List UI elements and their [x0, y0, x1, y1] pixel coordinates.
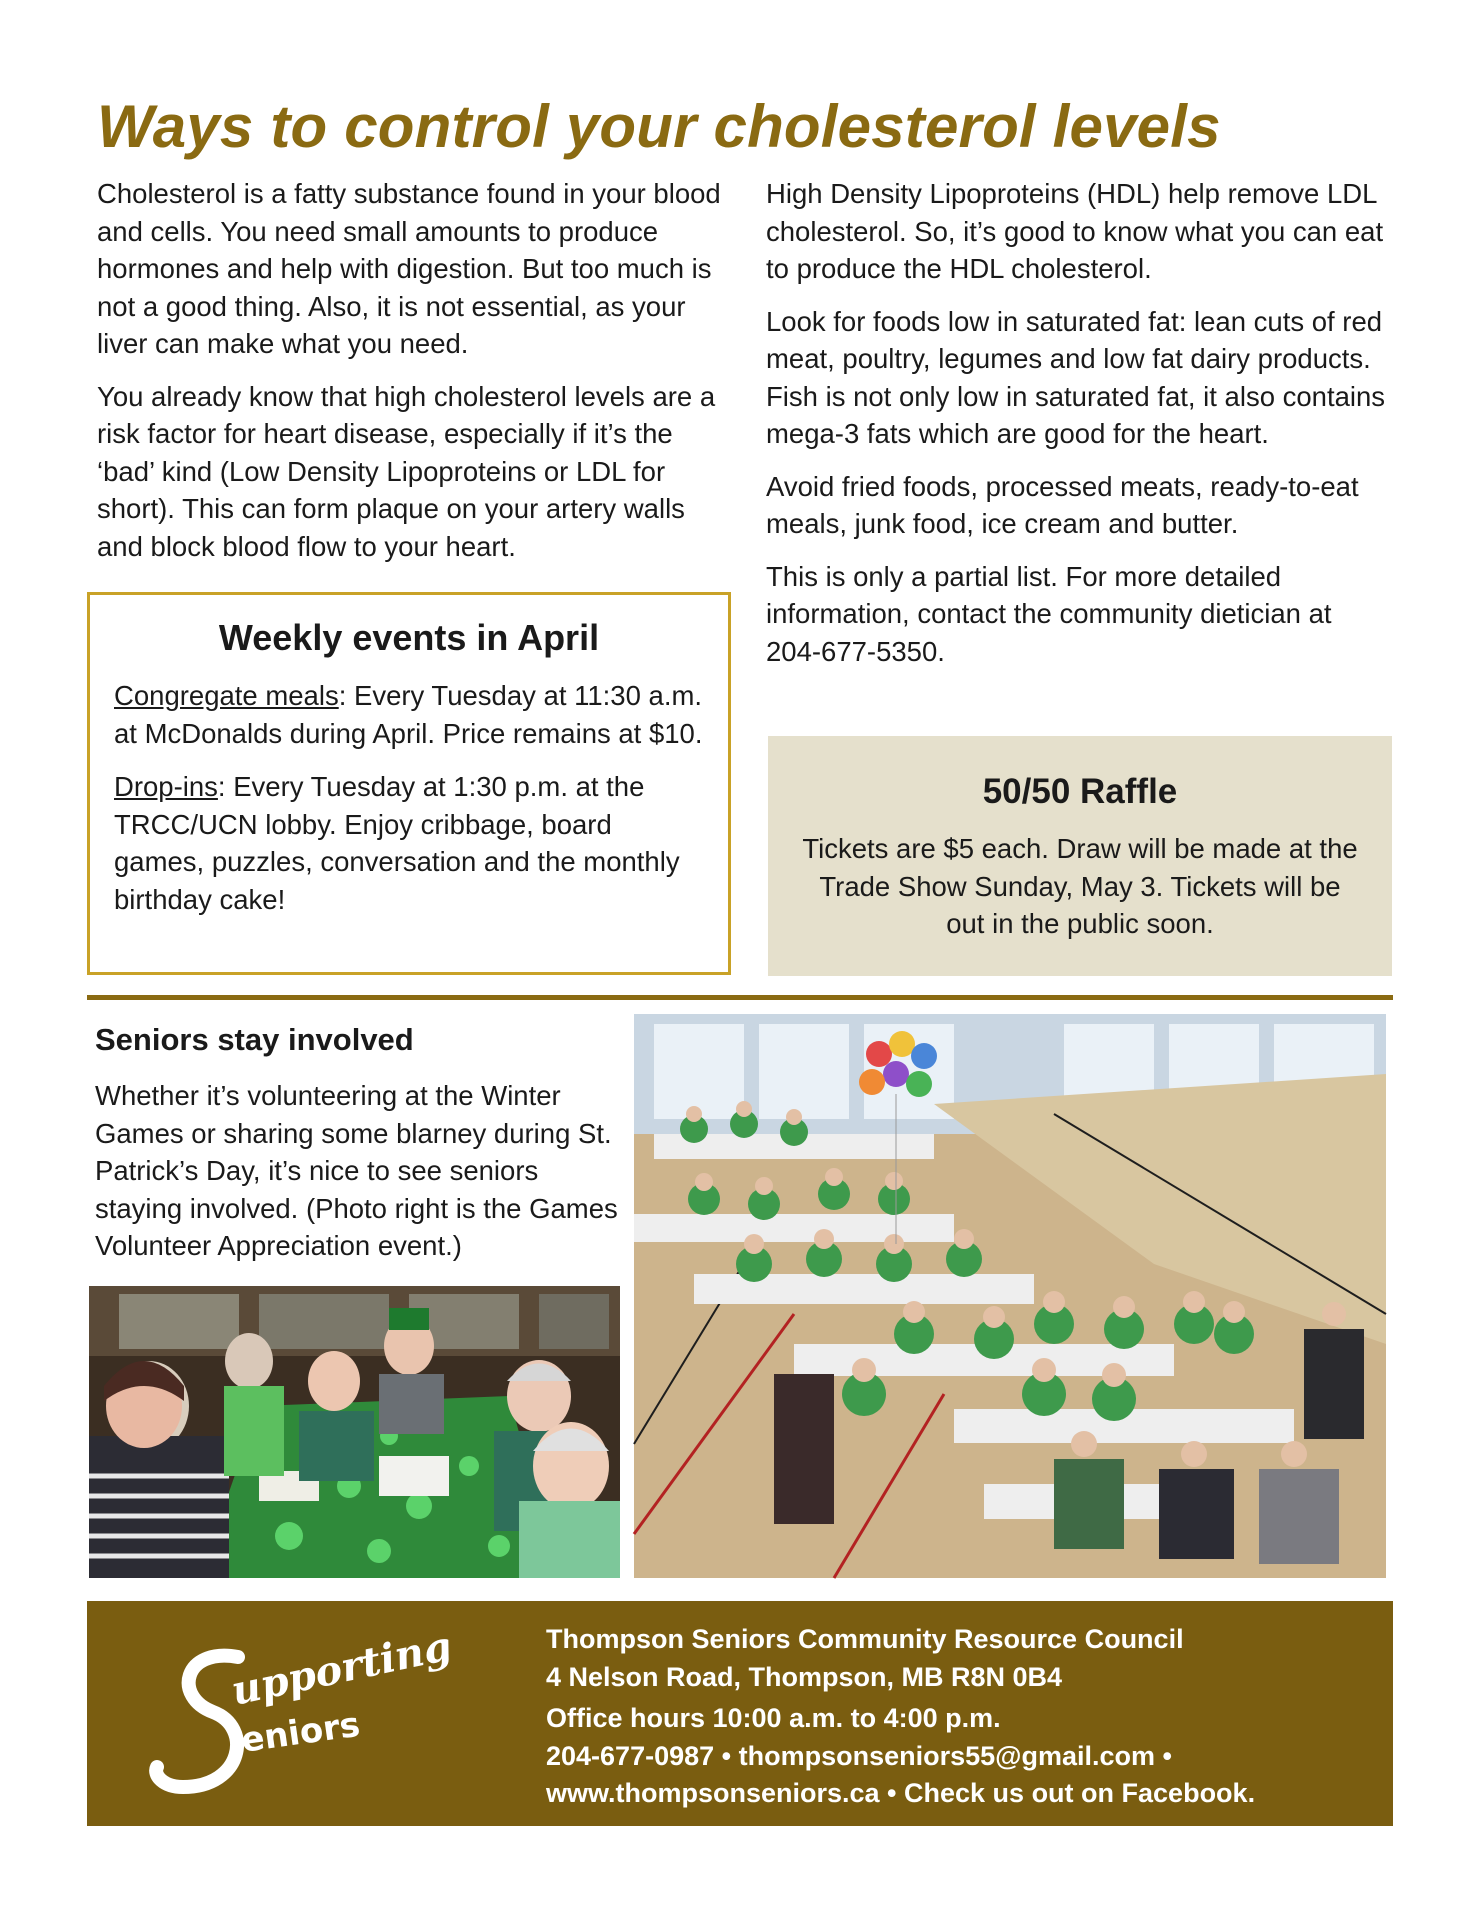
footer-hours: Office hours 10:00 a.m. to 4:00 p.m. — [546, 1703, 1001, 1733]
st-patricks-photo — [89, 1286, 620, 1578]
seniors-text: Whether it’s volunteering at the Winter Games or sharing some blarney during St. Patrick’s Day, it’s nice to see seniors staying involved. (Photo right is the Games Volunteer Appreciation event.) — [95, 1080, 618, 1261]
article-paragraph: You already know that high cholesterol levels are a risk factor for heart disease, especially if it’s the ‘bad’ kind (Low Density Lipoproteins or LDL for short). This can form plaque on your artery walls and block blood flow to your heart. — [97, 380, 716, 562]
article-paragraph: Cholesterol is a fatty substance found in your blood and cells. You need small amounts to produce hormones and help with digestion. But too much is not a good thing. Also, it is not essential, as your liver can make what you need. — [97, 178, 721, 359]
footer-web[interactable]: www.thompsonseniors.ca • Check us out on Facebook. — [546, 1778, 1256, 1808]
event-label: Congregate meals — [114, 680, 339, 711]
footer-contact-info — [546, 1621, 1255, 1813]
events-title: Weekly events in April — [218, 617, 600, 658]
footer — [87, 1601, 1393, 1826]
supporting-seniors-logo — [143, 1622, 456, 1807]
article-paragraph: Look for foods low in saturated fat: lean cuts of red meat, poultry, legumes and low fat dairy products. Fish is not only low in saturated fat, it also contains mega-3 fats which are good for the heart. — [766, 305, 1386, 449]
footer-org-name: Thompson Seniors Community Resource Council — [546, 1624, 1184, 1654]
seniors-heading: Seniors stay involved — [95, 1022, 414, 1057]
event-text: : Every Tuesday at 1:30 p.m. at the TRCC/UCN lobby. Enjoy cribbage, board games, puzzles, conversation and the monthly birthday cake! — [114, 771, 680, 915]
article-paragraph: High Density Lipoproteins (HDL) help remove LDL cholesterol. So, it’s good to know what you can eat to produce the HDL cholesterol. — [766, 178, 1384, 284]
weekly-events-box — [87, 592, 731, 975]
event-item — [114, 677, 704, 752]
event-text: : Every Tuesday at 11:30 a.m. at McDonalds during April. Price remains at $10. — [114, 680, 703, 749]
raffle-text: Tickets are $5 each. Draw will be made at the Trade Show Sunday, May 3. Tickets will be out in the public soon. — [802, 833, 1358, 939]
raffle-box — [768, 736, 1392, 976]
article-paragraph: This is only a partial list. For more detailed information, contact the community dietician at 204-677-5350. — [766, 560, 1332, 667]
volunteer-appreciation-photo — [634, 1014, 1386, 1578]
raffle-title: 50/50 Raffle — [982, 772, 1178, 811]
article-title: Ways to control your cholesterol levels — [97, 93, 1221, 160]
event-item — [114, 768, 704, 918]
footer-address: 4 Nelson Road, Thompson, MB R8N 0B4 — [546, 1661, 1063, 1692]
article-right-column — [766, 175, 1386, 685]
footer-contact[interactable]: 204-677-0987 • thompsonseniors55@gmail.com • — [546, 1740, 1172, 1771]
svg-text:upporting: upporting — [227, 1622, 456, 1715]
event-label: Drop-ins — [114, 771, 218, 802]
section-divider — [87, 995, 1393, 1000]
article-left-column — [97, 175, 722, 580]
article-paragraph: Avoid fried foods, processed meats, ready-to-eat meals, junk food, ice cream and butter. — [766, 470, 1359, 539]
svg-text:eniors: eniors — [238, 1704, 363, 1761]
